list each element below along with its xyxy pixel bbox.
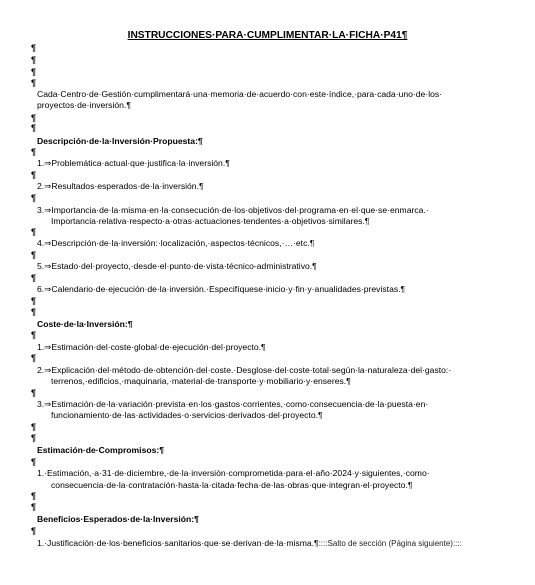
list-item: 5.⇒Estado·del·proyecto,·desde·el·punto·de·vista·técnico-administrativo.¶	[37, 261, 317, 271]
empty-paragraph-mark: ¶	[31, 78, 37, 88]
empty-paragraph-mark: ¶	[31, 43, 37, 53]
empty-paragraph-mark: ¶	[31, 67, 37, 77]
intro-paragraph-line: proyectos·de·inversión.¶	[37, 100, 131, 110]
empty-paragraph-mark: ¶	[31, 123, 37, 133]
list-item-continuation: funcionamiento·de·las·actividades·o·servicios·derivados·del·proyecto.¶	[51, 410, 323, 420]
list-item-continuation: terrenos,·edificios,·maquinaria,·material·de·transporte·y·mobiliario·y·enseres.¶	[51, 376, 351, 386]
list-item-continuation: consecuencia·de·la·contratación·hasta·la·citada·fecha·de·las·obras·que·integran·el·proyecto.¶	[51, 480, 413, 490]
list-item: 1.⇒Problemática·actual·que·justifica·la·inversión.¶	[37, 158, 230, 168]
section-heading-compromisos: Estimación·de·Compromisos:¶	[37, 445, 165, 455]
empty-paragraph-mark: ¶	[31, 502, 37, 512]
intro-paragraph-line: Cada·Centro·de·Gestión·cumplimentará·una·memoria·de·acuerdo·con·este·índice,·para·cada·uno·de·los·	[37, 89, 443, 99]
empty-paragraph-mark: ¶	[31, 526, 37, 536]
section-heading-beneficios: Beneficios·Esperados·de·la·Inversión:¶	[37, 514, 199, 524]
list-item	[37, 537, 462, 550]
list-item: 3.⇒Importancia·de·la·misma·en·la·consecución·de·los·objetivos·del·programa·en·el·que·se·enmarca.·	[37, 205, 429, 215]
empty-paragraph-mark: ¶	[31, 147, 37, 157]
empty-paragraph-mark: ¶	[31, 307, 37, 317]
list-item: 1.⇒Estimación·del·coste·global·de·ejecución·del·proyecto.¶	[37, 342, 266, 352]
empty-paragraph-mark: ¶	[31, 491, 37, 501]
empty-paragraph-mark: ¶	[31, 193, 37, 203]
list-item: 2.⇒Explicación·del·método·de·obtención·del·coste.·Desglose·del·coste·total·según·la·naturaleza·del·gasto:·	[37, 365, 452, 375]
empty-paragraph-mark: ¶	[31, 227, 37, 237]
empty-paragraph-mark: ¶	[31, 296, 37, 306]
list-item-continuation: Importancia·relativa·respecto·a·otras·actuaciones·tendentes·a·objetivos·similares.¶	[51, 216, 370, 226]
section-heading-coste: Coste·de·la·Inversión:¶	[37, 319, 133, 329]
list-item: 1.·Estimación,·a·31·de·diciembre,·de·la·inversión·comprometida·para·el·año·2024·y·siguientes,·como·	[37, 468, 430, 478]
section-heading-descripcion: Descripción·de·la·Inversión·Propuesta:¶	[37, 136, 203, 146]
section-break-marker: ::::Salto de sección (Página siguiente)::::	[318, 539, 462, 548]
list-item: 3.⇒Estimación·de·la·variación·prevista·en·los·gastos·corrientes,·como·consecuencia·de·la·puesta·en·	[37, 399, 429, 409]
list-item: 2.⇒Resultados·esperados·de·la·inversión.¶	[37, 181, 204, 191]
empty-paragraph-mark: ¶	[31, 457, 37, 467]
list-item: 4.⇒Descripción·de·la·inversión:·localización,·aspectos·técnicos,·…·etc.¶	[37, 238, 315, 248]
empty-paragraph-mark: ¶	[31, 353, 37, 363]
empty-paragraph-mark: ¶	[31, 250, 37, 260]
empty-paragraph-mark: ¶	[31, 55, 37, 65]
document-title: INSTRUCCIONES·PARA·CUMPLIMENTAR·LA·FICHA·P41¶	[127, 30, 408, 41]
empty-paragraph-mark: ¶	[31, 433, 37, 443]
empty-paragraph-mark: ¶	[31, 330, 37, 340]
empty-paragraph-mark: ¶	[31, 113, 37, 123]
list-item-text: 1.·Justificación·de·los·beneficios·sanitarios·que·se·derivan·de·la·misma.¶	[37, 538, 319, 548]
empty-paragraph-mark: ¶	[31, 170, 37, 180]
empty-paragraph-mark: ¶	[31, 422, 37, 432]
empty-paragraph-mark: ¶	[31, 388, 37, 398]
list-item: 6.⇒Calendario·de·ejecución·de·la·inversión.·Especifíquese·inicio·y·fin·y·anualidades·previstas.¶	[37, 284, 406, 294]
empty-paragraph-mark: ¶	[31, 273, 37, 283]
